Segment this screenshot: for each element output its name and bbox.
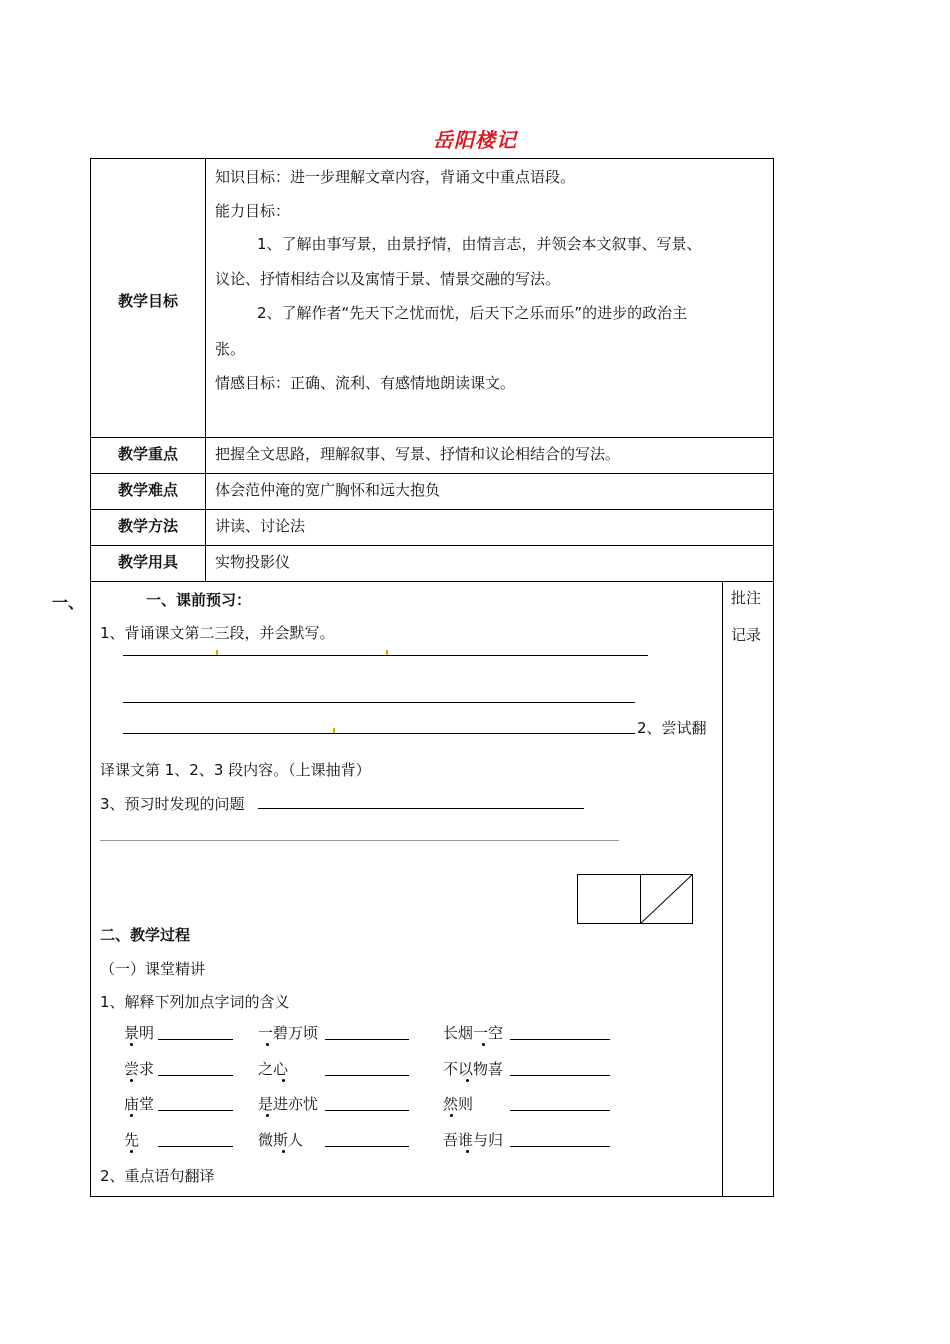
- preview-item-3: 3、预习时发现的问题: [100, 795, 245, 813]
- blank-line: [100, 840, 619, 841]
- blank-line: [123, 702, 635, 703]
- blank-line: [510, 1039, 610, 1040]
- blank-line: [123, 733, 635, 734]
- vocab-word: 之心: [258, 1060, 289, 1078]
- preview-item-2-cont: 译课文第 1、2、3 段内容。（上课抽背）: [100, 761, 371, 779]
- objective-line: 能力目标：: [215, 202, 291, 220]
- vocab-word: 长烟一空: [443, 1024, 504, 1042]
- vocab-word: 不以物喜: [443, 1060, 504, 1078]
- table-border-left: [90, 158, 91, 1197]
- vocab-word: 尝求: [124, 1060, 155, 1078]
- emphasis-dot: [466, 1079, 469, 1082]
- blank-line: [158, 1110, 233, 1111]
- objective-line: 2、了解作者“先天下之忧而忧，后天下之乐而乐”的进步的政治主: [257, 304, 688, 322]
- table-border-bottom: [90, 1196, 774, 1197]
- marker: [333, 728, 335, 733]
- emphasis-dot: [266, 1114, 269, 1117]
- marker: [216, 650, 218, 655]
- blank-line: [123, 655, 648, 656]
- marker: [386, 650, 388, 655]
- blank-line: [258, 808, 584, 809]
- blank-line: [158, 1075, 233, 1076]
- objective-line: 张。: [215, 340, 246, 358]
- objectives-header: 教学目标: [117, 292, 178, 310]
- emphasis-dot: [130, 1150, 133, 1153]
- vocab-word: 然则: [443, 1095, 474, 1113]
- vocab-word: 景明: [124, 1024, 155, 1042]
- box-diagonal: [640, 874, 693, 924]
- table-border-right: [773, 158, 774, 1197]
- emphasis-dot: [130, 1079, 133, 1082]
- blank-line: [510, 1146, 610, 1147]
- document-title: 岳阳楼记: [433, 128, 517, 152]
- process-sub: （一）课堂精讲: [100, 960, 206, 978]
- vocab-word: 庙堂: [124, 1095, 155, 1113]
- method-content: 讲读、讨论法: [215, 517, 306, 535]
- emphasis-dot: [130, 1043, 133, 1046]
- difficulty-header: 教学难点: [117, 481, 178, 499]
- blank-line: [510, 1075, 610, 1076]
- preview-item-2-start: 2、尝试翻: [637, 719, 707, 737]
- blank-line: [510, 1110, 610, 1111]
- preview-item-1: 1、背诵课文第二三段，并会默写。: [100, 624, 335, 642]
- difficulty-content: 体会范仲淹的宽广胸怀和远大抱负: [215, 481, 441, 499]
- row-divider: [90, 509, 774, 510]
- side-note-line1: 批注: [731, 589, 762, 607]
- emphasis-dot: [466, 1150, 469, 1153]
- process-heading: 二、教学过程: [100, 926, 191, 944]
- tools-header: 教学用具: [117, 553, 178, 571]
- table-col-divider: [205, 158, 206, 582]
- objective-line: 议论、抒情相结合以及寓情于景、情景交融的写法。: [215, 270, 561, 288]
- emphasis-dot: [282, 1150, 285, 1153]
- blank-line: [325, 1146, 409, 1147]
- notes-col-divider: [722, 581, 723, 1197]
- objective-line: 1、了解由事写景，由景抒情，由情言志，并领会本文叙事、写景、: [257, 235, 702, 253]
- process-q1: 1、解释下列加点字词的含义: [100, 993, 290, 1011]
- objective-line: 知识目标：进一步理解文章内容，背诵文中重点语段。: [215, 168, 576, 186]
- vocab-word: 微斯人: [258, 1131, 304, 1149]
- emphasis-dot: [266, 1043, 269, 1046]
- tools-content: 实物投影仪: [215, 553, 291, 571]
- vocab-word: 一碧万顷: [258, 1024, 319, 1042]
- row-divider: [90, 581, 774, 582]
- row-divider: [90, 437, 774, 438]
- vocab-word: 是进亦忧: [258, 1095, 319, 1113]
- process-q2: 2、重点语句翻译: [100, 1167, 215, 1185]
- focus-header: 教学重点: [117, 445, 178, 463]
- emphasis-dot: [282, 1079, 285, 1082]
- vocab-word: 吾谁与归: [443, 1131, 504, 1149]
- side-note-line2: 记录: [731, 626, 762, 644]
- row-divider: [90, 545, 774, 546]
- preview-heading: 一、课前预习：: [146, 591, 252, 609]
- method-header: 教学方法: [117, 517, 178, 535]
- emphasis-dot: [450, 1114, 453, 1117]
- blank-line: [158, 1039, 233, 1040]
- row-divider: [90, 473, 774, 474]
- table-border-top: [90, 158, 774, 159]
- section-number-label: 一、: [52, 593, 85, 612]
- blank-line: [325, 1039, 409, 1040]
- blank-line: [325, 1110, 409, 1111]
- objective-line: 情感目标：正确、流利、有感情地朗读课文。: [215, 374, 516, 392]
- vocab-word: 先: [124, 1131, 140, 1149]
- focus-content: 把握全文思路，理解叙事、写景、抒情和议论相结合的写法。: [215, 445, 621, 463]
- emphasis-dot: [130, 1114, 133, 1117]
- blank-line: [158, 1146, 233, 1147]
- blank-line: [325, 1075, 409, 1076]
- emphasis-dot: [482, 1043, 485, 1046]
